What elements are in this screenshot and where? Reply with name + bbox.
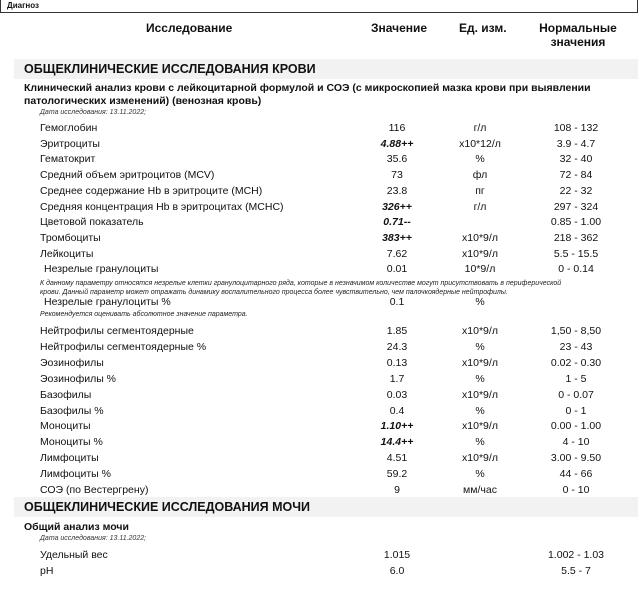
result-value: 0.13 [386, 356, 408, 369]
result-unit: x10*9/л [462, 452, 498, 465]
table-row [0, 185, 641, 200]
table-row-immature-granulocytes-pct: Незрелые гранулоциты % 0.1 % [44, 296, 485, 308]
result-norm: 5.5 - 7 [561, 565, 591, 577]
result-name: СОЭ (по Вестергрену) [40, 484, 149, 496]
table-row [0, 405, 641, 420]
table-row [0, 420, 641, 435]
result-value: 4.51 [386, 452, 408, 465]
result-unit: % [475, 340, 485, 353]
column-header-norm-line1: Нормальные [539, 21, 617, 35]
result-value: 73 [391, 169, 403, 182]
result-value: 383++ [382, 231, 412, 244]
result-unit: x10*9/л [462, 247, 498, 260]
table-row [0, 138, 641, 153]
result-name: Удельный вес [40, 549, 108, 561]
absolute-value-note: Рекомендуется оценивать абсолютное значение параметра. [40, 311, 248, 318]
table-row [0, 325, 641, 340]
result-value: 0.4 [389, 404, 405, 417]
result-value: 23.8 [386, 184, 408, 197]
table-row [0, 436, 641, 451]
blood-test-subtitle-line2: патологических изменений) (венозная кровь) [24, 95, 262, 107]
result-name: Тромбоциты [40, 231, 101, 244]
table-row [0, 389, 641, 404]
result-unit: % [475, 404, 485, 417]
result-norm: 32 - 40 [559, 153, 593, 166]
result-norm: 0 - 0.07 [558, 388, 594, 401]
result-norm: 3.00 - 9.50 [550, 452, 602, 465]
table-row [0, 153, 641, 168]
column-header-norm-line2: значения [550, 35, 606, 49]
result-norm: 297 - 324 [553, 200, 599, 213]
result-name: Лимфоциты % [40, 468, 111, 481]
result-unit: фл [472, 169, 488, 182]
result-norm: 0 - 0.14 [558, 263, 594, 276]
result-name: Гемоглобин [40, 122, 98, 134]
table-row [0, 565, 641, 580]
result-value: 116 [388, 122, 406, 134]
result-value: 326++ [382, 200, 412, 213]
result-unit: x10*9/л [462, 420, 498, 433]
table-row [0, 452, 641, 467]
blood-test-date: Дата исследования: 13.11.2022; [40, 109, 147, 116]
table-row [0, 232, 641, 247]
table-row [0, 263, 641, 278]
immature-granulocytes-note-line1: К данному параметру относятся незрелые клетки гранулоцитарного ряда, которые в незначимом количестве могут присутствовать в периферической [40, 280, 562, 287]
result-name: Нейтрофилы сегментоядерные % [40, 340, 207, 353]
result-unit: x10*9/л [462, 325, 498, 337]
result-unit: мм/час [463, 484, 497, 496]
result-unit: % [475, 372, 485, 385]
column-header-value: Значение [371, 21, 428, 35]
result-name: Базофилы [40, 388, 92, 401]
result-value: 24.3 [386, 340, 408, 353]
result-norm: 5.5 - 15.5 [553, 247, 599, 260]
result-value: 14.4++ [380, 436, 414, 449]
urine-section-title: ОБЩЕКЛИНИЧЕСКИЕ ИССЛЕДОВАНИЯ МОЧИ [24, 500, 311, 514]
table-row [0, 216, 641, 231]
result-name: Среднее содержание Hb в эритроците (MCH) [40, 184, 263, 197]
result-name: Моноциты [40, 420, 91, 433]
table-row [0, 373, 641, 388]
result-norm: 0.00 - 1.00 [550, 420, 602, 433]
result-unit: 10*9/л [464, 263, 496, 276]
table-row [0, 201, 641, 216]
result-norm: 44 - 66 [559, 468, 593, 481]
urine-test-subtitle: Общий анализ мочи [24, 521, 129, 533]
result-norm: 1 - 5 [565, 372, 587, 385]
result-norm: 0 - 10 [562, 484, 590, 496]
result-unit: x10*9/л [462, 231, 498, 244]
diagnosis-box [0, 0, 638, 13]
table-row [0, 549, 641, 564]
blood-test-subtitle-line1: Клинический анализ крови с лейкоцитарной формулой и СОЭ (с микроскопией мазка крови при выявлении [24, 82, 591, 94]
table-row [0, 248, 641, 263]
result-value: 0.71-- [383, 216, 411, 229]
result-name: Нейтрофилы сегментоядерные [40, 325, 194, 337]
table-row [0, 341, 641, 356]
immature-granulocytes-note-line2: крови. Данный параметр может отражать динамику воспалительного процесса более чувствительно, чем палочкоядерные нейтрофилы. [40, 289, 508, 296]
result-value: 6.0 [389, 565, 405, 577]
result-value: 7.62 [386, 247, 408, 260]
result-unit: пг [475, 184, 485, 197]
result-unit: % [475, 468, 485, 481]
result-name: Средний объем эритроцитов (MCV) [40, 169, 215, 182]
result-name: Лимфоциты [40, 452, 99, 465]
result-norm: 108 - 132 [553, 122, 599, 134]
result-value: 1.85 [386, 325, 408, 337]
result-norm: 218 - 362 [553, 231, 599, 244]
result-value: 1.7 [389, 372, 405, 385]
result-name: Цветовой показатель [40, 216, 144, 229]
result-name: Эритроциты [40, 137, 100, 150]
result-unit: % [475, 436, 485, 449]
result-value: 35.6 [386, 153, 408, 166]
result-norm: 0.85 - 1.00 [550, 216, 602, 229]
result-unit: % [475, 153, 485, 166]
result-unit: x10*9/л [462, 388, 498, 401]
result-name: Лейкоциты [40, 247, 94, 260]
result-name: Незрелые гранулоциты [44, 263, 159, 276]
blood-section-title: ОБЩЕКЛИНИЧЕСКИЕ ИССЛЕДОВАНИЯ КРОВИ [24, 62, 316, 76]
result-unit: г/л [473, 122, 487, 134]
result-value: 1.015 [383, 549, 411, 561]
result-name: Гематокрит [40, 153, 96, 166]
result-unit: x10*9/л [462, 356, 498, 369]
result-value: 4.88++ [380, 137, 414, 150]
result-unit: x10*12/л [459, 137, 501, 150]
table-row [0, 468, 641, 483]
result-norm: 72 - 84 [559, 169, 593, 182]
table-row [0, 357, 641, 372]
result-unit: г/л [473, 200, 487, 213]
result-norm: 1,50 - 8,50 [550, 325, 602, 337]
result-norm: 3.9 - 4.7 [556, 137, 596, 150]
result-norm: 0.02 - 0.30 [550, 356, 602, 369]
result-name: Эозинофилы [40, 356, 104, 369]
result-norm: 4 - 10 [562, 436, 590, 449]
result-norm: 23 - 43 [559, 340, 593, 353]
result-value: 9 [394, 484, 400, 496]
urine-test-date: Дата исследования: 13.11.2022; [40, 535, 147, 542]
result-value: 1.10++ [380, 420, 414, 433]
column-header-unit: Ед. изм. [459, 21, 507, 35]
column-header-test: Исследование [146, 21, 233, 35]
result-name: Эозинофилы % [40, 372, 117, 385]
result-value: 0.01 [386, 263, 408, 276]
result-norm: 22 - 32 [559, 184, 593, 197]
result-value: 0.03 [386, 388, 408, 401]
result-value: 59.2 [386, 468, 408, 481]
diagnosis-label: Диагноз [7, 1, 39, 10]
table-row [0, 169, 641, 184]
result-name: Базофилы % [40, 404, 104, 417]
result-name: Средняя концентрация Hb в эритроцитах (MCHC) [40, 200, 284, 213]
result-name: pH [40, 565, 54, 577]
table-row [0, 122, 641, 137]
result-norm: 1.002 - 1.03 [547, 549, 605, 561]
result-name: Моноциты % [40, 436, 103, 449]
result-norm: 0 - 1 [565, 404, 587, 417]
